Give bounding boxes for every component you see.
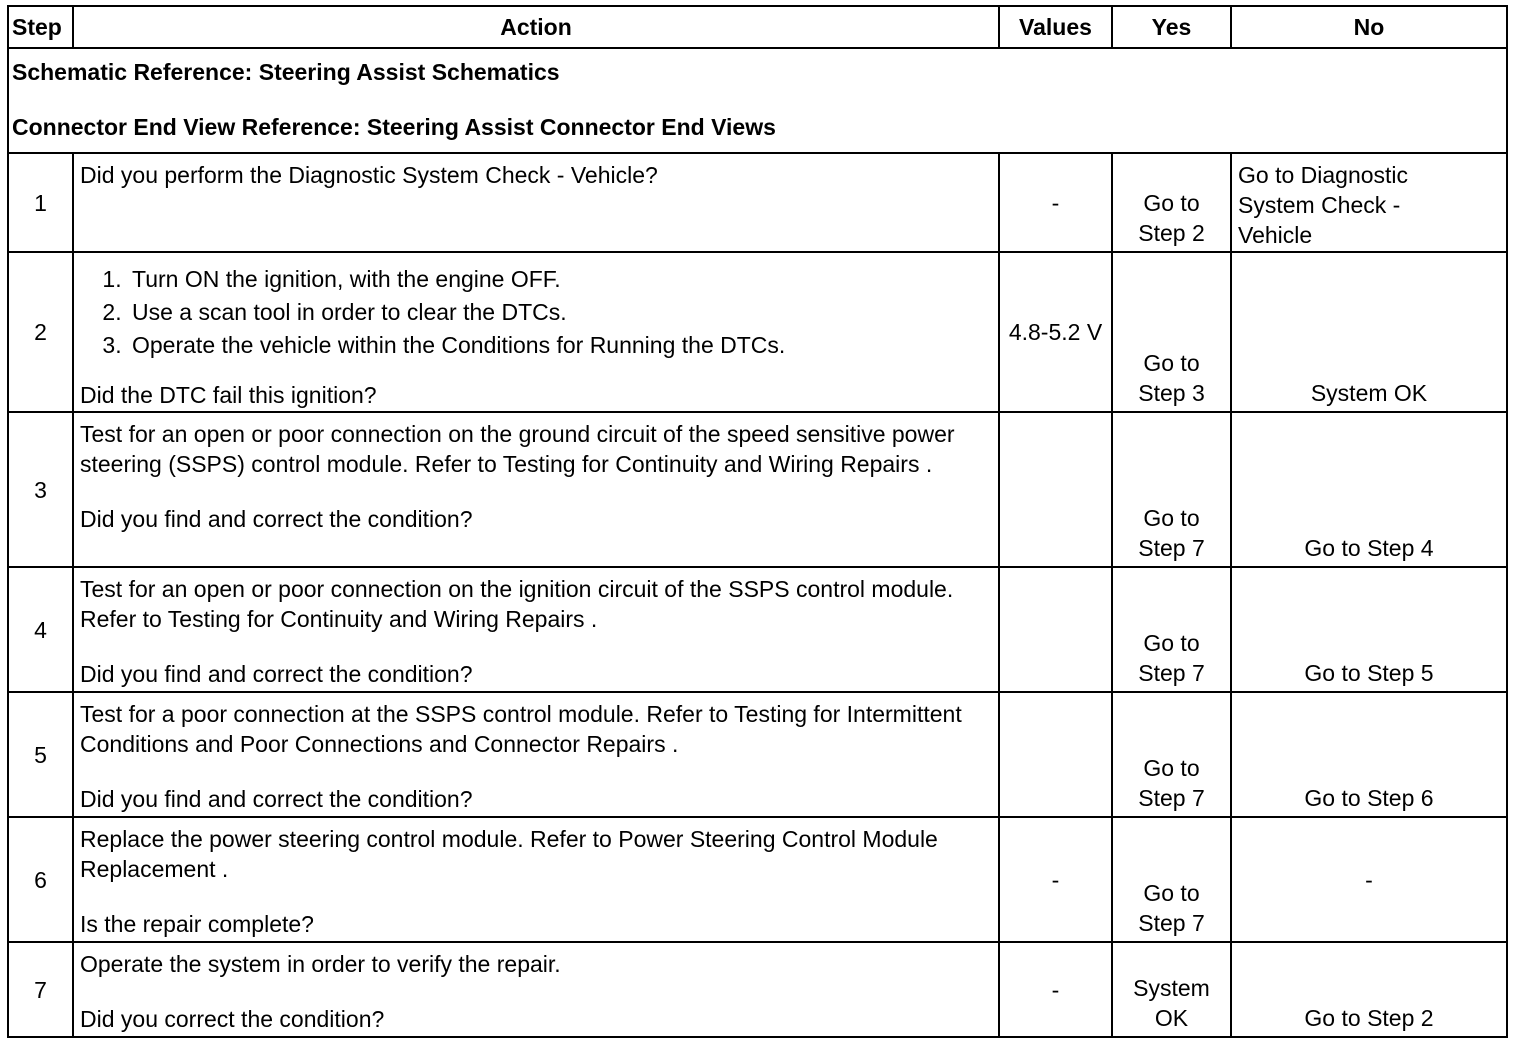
step-number: 6 <box>8 817 73 942</box>
table-row-step-2 <box>8 252 1507 412</box>
step-number: 1 <box>8 153 73 252</box>
step-no: - <box>1231 817 1507 942</box>
diagnostic-table <box>7 5 1508 1038</box>
step-value: - <box>999 153 1112 252</box>
yes-line: OK <box>1154 1005 1189 1031</box>
step-action <box>73 817 999 942</box>
step-number: 7 <box>8 942 73 1037</box>
action-list <box>80 263 992 362</box>
step-number: 3 <box>8 412 73 567</box>
header-action: Action <box>73 6 999 48</box>
yes-line: Go to <box>1143 190 1200 216</box>
action-text: Operate the system in order to verify the repair. <box>80 951 561 977</box>
step-no: Go to Step 4 <box>1231 412 1507 567</box>
yes-line: System <box>1133 975 1210 1001</box>
step-yes <box>1112 153 1231 252</box>
action-question: Did the DTC fail this ignition? <box>80 382 377 408</box>
diagnostic-table-container <box>7 5 1508 1038</box>
step-yes <box>1112 412 1231 567</box>
yes-line: Step 7 <box>1138 910 1205 936</box>
step-value <box>999 692 1112 817</box>
connector-reference: Connector End View Reference: Steering Assist Connector End Views <box>12 114 776 140</box>
step-action <box>73 942 999 1037</box>
step-action <box>73 153 999 252</box>
table-row-step-4 <box>8 567 1507 692</box>
no-line: System Check - <box>1238 192 1401 218</box>
yes-line: Go to <box>1143 630 1200 656</box>
yes-line: Step 3 <box>1138 380 1205 406</box>
action-list-item: 1. Turn ON the ignition, with the engine OFF. <box>128 263 992 296</box>
action-list-item: 3. Operate the vehicle within the Conditions for Running the DTCs. <box>128 329 992 362</box>
yes-line: Go to <box>1143 755 1200 781</box>
no-line: Go to Diagnostic <box>1238 162 1409 188</box>
action-question: Did you find and correct the condition? <box>80 786 473 812</box>
step-no: Go to Step 6 <box>1231 692 1507 817</box>
step-value: 4.8-5.2 V <box>999 252 1112 412</box>
action-question: Did you find and correct the condition? <box>80 506 473 532</box>
yes-line: Step 7 <box>1138 785 1205 811</box>
reference-row <box>8 48 1507 153</box>
action-text: Replace the power steering control module. Refer to Power Steering Control Module Replacement . <box>80 826 938 882</box>
step-yes <box>1112 942 1231 1037</box>
step-number: 2 <box>8 252 73 412</box>
step-value <box>999 567 1112 692</box>
action-text: Did you perform the Diagnostic System Check - Vehicle? <box>80 162 658 188</box>
table-row-step-6 <box>8 817 1507 942</box>
step-no: System OK <box>1231 252 1507 412</box>
action-text: Test for a poor connection at the SSPS control module. Refer to Testing for Intermittent Conditions and Poor Connections and Connector Repairs . <box>80 701 962 757</box>
action-question: Is the repair complete? <box>80 911 314 937</box>
step-no: Go to Step 2 <box>1231 942 1507 1037</box>
step-no <box>1231 153 1507 252</box>
step-yes <box>1112 567 1231 692</box>
action-text: Test for an open or poor connection on the ignition circuit of the SSPS control module. Refer to Testing for Continuity and Wiring Repairs . <box>80 576 954 632</box>
table-row-step-3 <box>8 412 1507 567</box>
table-row-step-1 <box>8 153 1507 252</box>
action-question: Did you correct the condition? <box>80 1006 385 1032</box>
table-row-step-7 <box>8 942 1507 1037</box>
header-values: Values <box>999 6 1112 48</box>
step-value: - <box>999 817 1112 942</box>
yes-line: Go to <box>1143 880 1200 906</box>
yes-line: Step 7 <box>1138 660 1205 686</box>
step-yes <box>1112 817 1231 942</box>
step-yes <box>1112 252 1231 412</box>
yes-line: Go to <box>1143 350 1200 376</box>
action-question: Did you find and correct the condition? <box>80 661 473 687</box>
step-value: - <box>999 942 1112 1037</box>
step-action <box>73 692 999 817</box>
step-number: 5 <box>8 692 73 817</box>
yes-line: Step 7 <box>1138 535 1205 561</box>
reference-cell <box>8 48 1507 153</box>
step-value <box>999 412 1112 567</box>
schematic-reference: Schematic Reference: Steering Assist Schematics <box>12 59 560 85</box>
header-yes: Yes <box>1112 6 1231 48</box>
no-line: Vehicle <box>1238 222 1313 248</box>
header-row <box>8 6 1507 48</box>
header-no: No <box>1231 6 1507 48</box>
step-yes <box>1112 692 1231 817</box>
step-action <box>73 567 999 692</box>
step-action <box>73 252 999 412</box>
action-list-item: 2. Use a scan tool in order to clear the DTCs. <box>128 296 992 329</box>
step-number: 4 <box>8 567 73 692</box>
action-text: Test for an open or poor connection on the ground circuit of the speed sensitive power steering (SSPS) control module. Refer to Testing for Continuity and Wiring Repairs . <box>80 421 955 477</box>
step-no: Go to Step 5 <box>1231 567 1507 692</box>
step-action <box>73 412 999 567</box>
yes-line: Step 2 <box>1138 220 1205 246</box>
header-step: Step <box>8 6 73 48</box>
yes-line: Go to <box>1143 505 1200 531</box>
table-row-step-5 <box>8 692 1507 817</box>
